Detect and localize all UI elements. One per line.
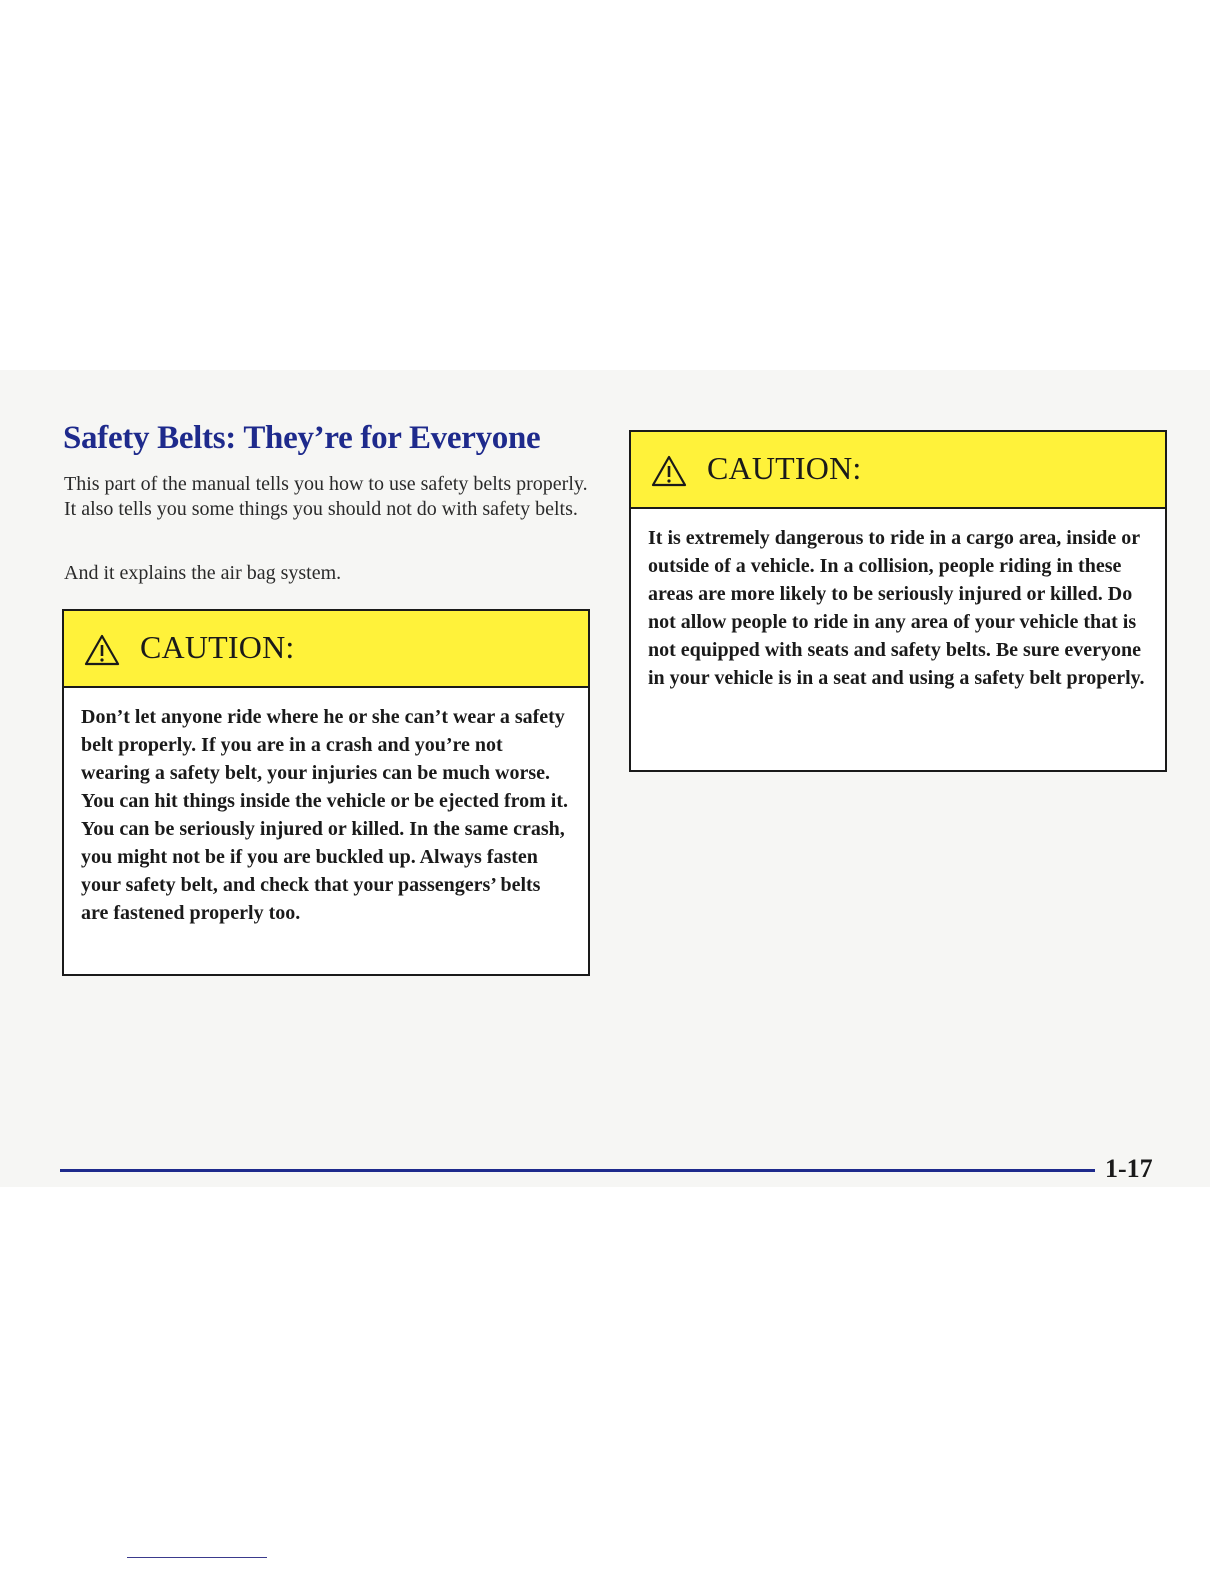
caution-label: CAUTION: bbox=[707, 450, 862, 486]
caution-label: CAUTION: bbox=[140, 629, 295, 665]
warning-triangle-icon bbox=[651, 455, 687, 487]
footer-rule bbox=[60, 1169, 1095, 1172]
intro-paragraph: This part of the manual tells you how to use safety belts properly. It also tells you some things you should not do with safety belts. bbox=[64, 473, 588, 520]
caution-header bbox=[64, 611, 588, 688]
caution-header bbox=[631, 432, 1165, 509]
intro-paragraph-2: And it explains the air bag system. bbox=[64, 562, 342, 584]
bottom-rule bbox=[127, 1557, 267, 1558]
caution-box-right bbox=[629, 430, 1167, 772]
caution-box-left bbox=[62, 609, 590, 976]
page-number: 1-17 bbox=[1105, 1154, 1153, 1183]
warning-triangle-icon bbox=[84, 634, 120, 666]
section-title: Safety Belts: They’re for Everyone bbox=[63, 420, 541, 456]
caution-body: It is extremely dangerous to ride in a cargo area, inside or outside of a vehicle. In a collision, people riding in these areas are more likely to be seriously injured or killed. Do not allow people to ride in any area of your vehicle that is not equipped with seats and safety belts. Be sure everyone in your vehicle is in a seat and using a safety belt properly. bbox=[648, 527, 1145, 689]
caution-body: Don’t let anyone ride where he or she can’t wear a safety belt properly. If you are in a crash and you’re not wearing a safety belt, your injuries can be much worse. You can hit things inside the vehicle or be ejected from it. You can be seriously injured or killed. In the same crash, you might not be if you are buckled up. Always fasten your safety belt, and check that your passengers’ belts are fastened properly too. bbox=[81, 706, 569, 924]
